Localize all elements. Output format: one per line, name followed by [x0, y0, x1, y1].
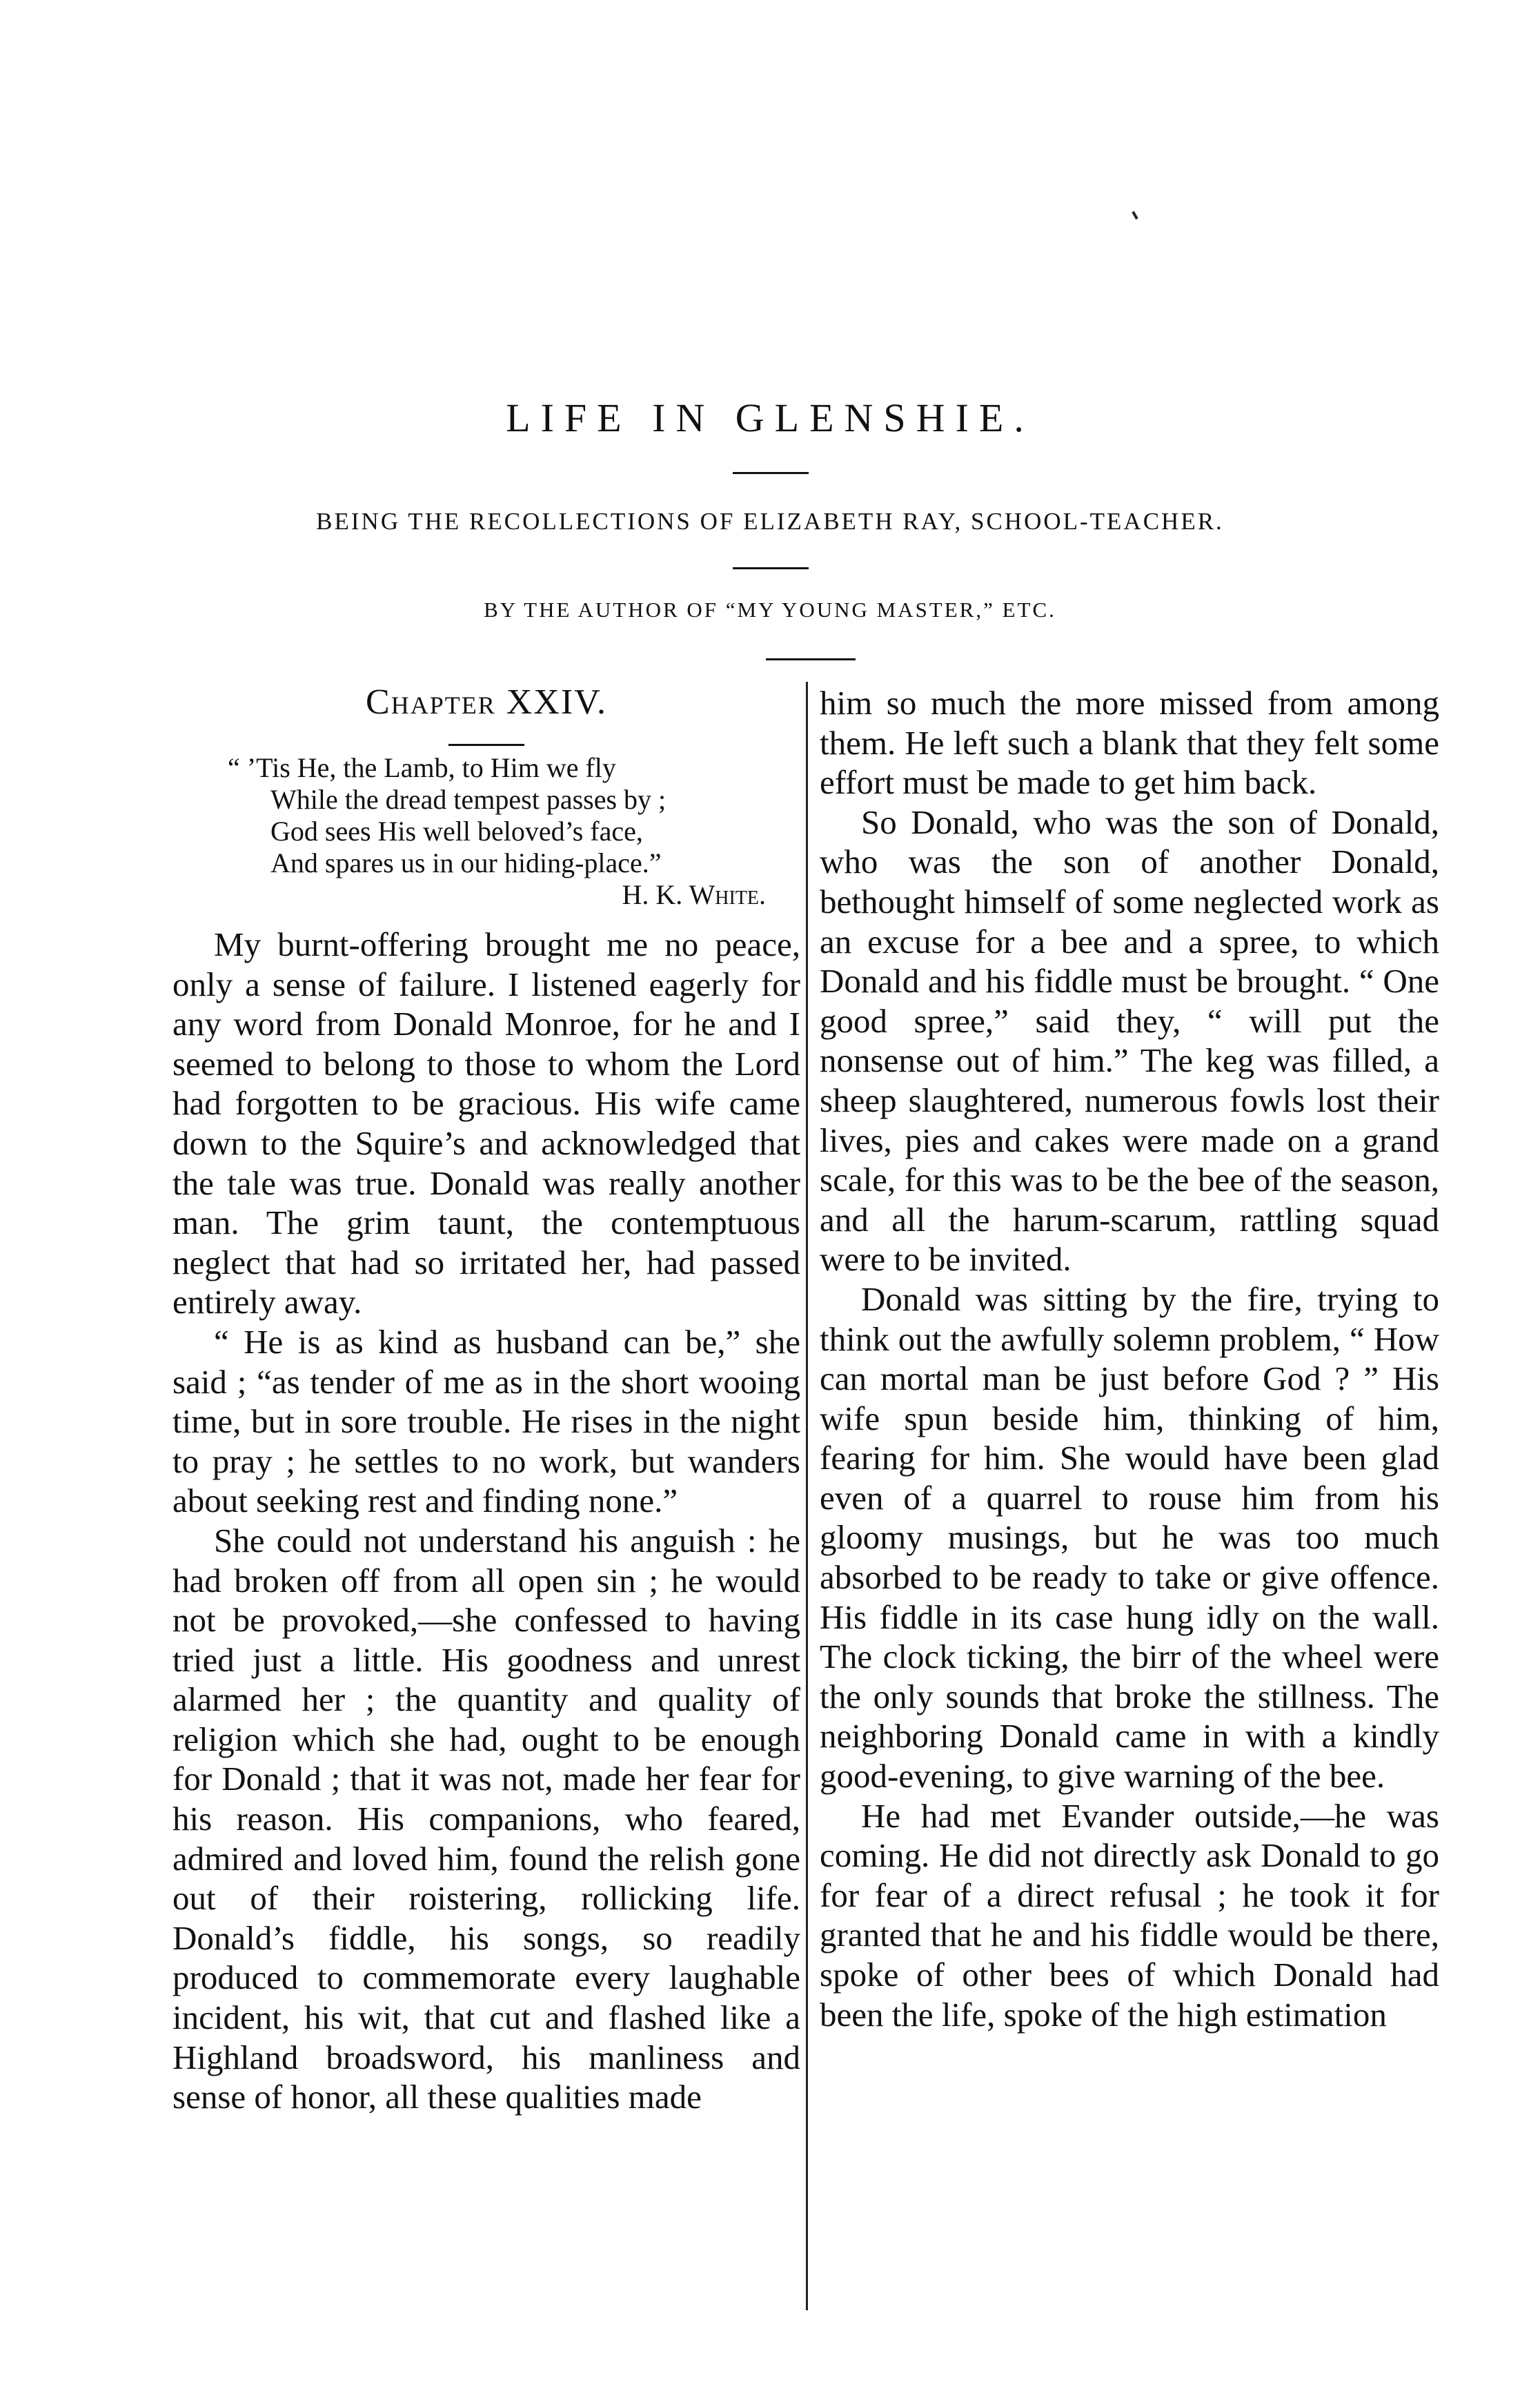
epigraph-line: And spares us in our hiding-place.”	[270, 847, 662, 878]
left-column	[172, 925, 800, 2117]
article-subtitle: BEING THE RECOLLECTIONS OF ELIZABETH RAY, SCHOOL-TEACHER.	[316, 508, 1224, 535]
epigraph-line: “ ’Tis He, the Lamb, to Him we fly	[228, 752, 616, 783]
paragraph: So Donald, who was the son of Donald, who was the son of another Donald, bethought himself of some neglected work as an excuse for a bee and a spree, to which Donald and his fiddle must be brought. “ One good spree,” said they, “ will put the nonsense out of him.” The keg was filled, a sheep slaughtered, numerous fowls lost their lives, pies and cakes were made on a grand scale, for this was to be the bee of the season, and all the harum-scarum, rattling squad were to be invited.	[820, 803, 1439, 1279]
byline-rule	[766, 658, 856, 660]
right-column	[820, 683, 1439, 2034]
chapter-rule	[448, 744, 524, 746]
stray-mark	[1132, 211, 1138, 219]
epigraph-attribution: H. K. White.	[622, 879, 766, 910]
chapter-heading: Chapter XXIV.	[366, 682, 607, 722]
column-divider	[806, 682, 808, 2310]
paragraph: She could not understand his anguish : he had broken off from all open sin ; he would not be provoked,—she confessed to having tried just a little. His goodness and unrest alarmed her ; the quantity and quality of religion which she had, ought to be enough for Donald ; that it was not, made her fear for his reason. His companions, who feared, admired and loved him, found the relish gone out of their roistering, rollicking life. Donald’s fiddle, his songs, so readily produced to commemorate every laughable incident, his wit, that cut and flashed like a Highland broadsword, his manliness and sense of honor, all these qualities made	[172, 1521, 800, 2116]
epigraph-line: God sees His well beloved’s face,	[270, 816, 643, 847]
paragraph: him so much the more missed from among them. He left such a blank that they felt some effort must be made to get him back.	[820, 684, 1439, 802]
author-byline: BY THE AUTHOR OF “MY YOUNG MASTER,” ETC.	[484, 598, 1056, 622]
paragraph: My burnt-offering brought me no peace, only a sense of failure. I listened eagerly for any word from Donald Monroe, for he and I seemed to belong to those to whom the Lord had forgotten to be gracious. His wife came down to the Squire’s and acknowledged that the tale was true. Donald was really another man. The grim taunt, the contemptuous neglect that had so irritated her, had passed entirely away.	[172, 925, 800, 1321]
paragraph: Donald was sitting by the fire, trying to think out the awfully solemn problem, “ How can mortal man be just before God ? ” His wife spun beside him, thinking of him, fearing for him. She would have been glad even of a quarrel to rouse him from his gloomy musings, but he was too much absorbed to be ready to take or give offence. His fiddle in its case hung idly on the wall. The clock ticking, the birr of the wheel were the only sounds that broke the stillness. The neighboring Donald came in with a kindly good-evening, to give warning of the bee.	[820, 1279, 1439, 1796]
paragraph: He had met Evander outside,—he was coming. He did not directly ask Donald to go for fear of a direct refusal ; he took it for granted that he and his fiddle would be there, spoke of other bees of which Donald had been the life, spoke of the high estimation	[820, 1796, 1439, 2034]
epigraph	[228, 752, 780, 911]
epigraph-line: While the dread tempest passes by ;	[270, 784, 667, 815]
paragraph: “ He is as kind as husband can be,” she said ; “as tender of me as in the short wooing time, but in sore trouble. He rises in the night to pray ; he settles to no work, but wanders about seeking rest and finding none.”	[172, 1322, 800, 1520]
article-title: LIFE IN GLENSHIE.	[506, 395, 1034, 440]
title-rule	[733, 472, 809, 474]
subtitle-rule	[733, 567, 809, 569]
